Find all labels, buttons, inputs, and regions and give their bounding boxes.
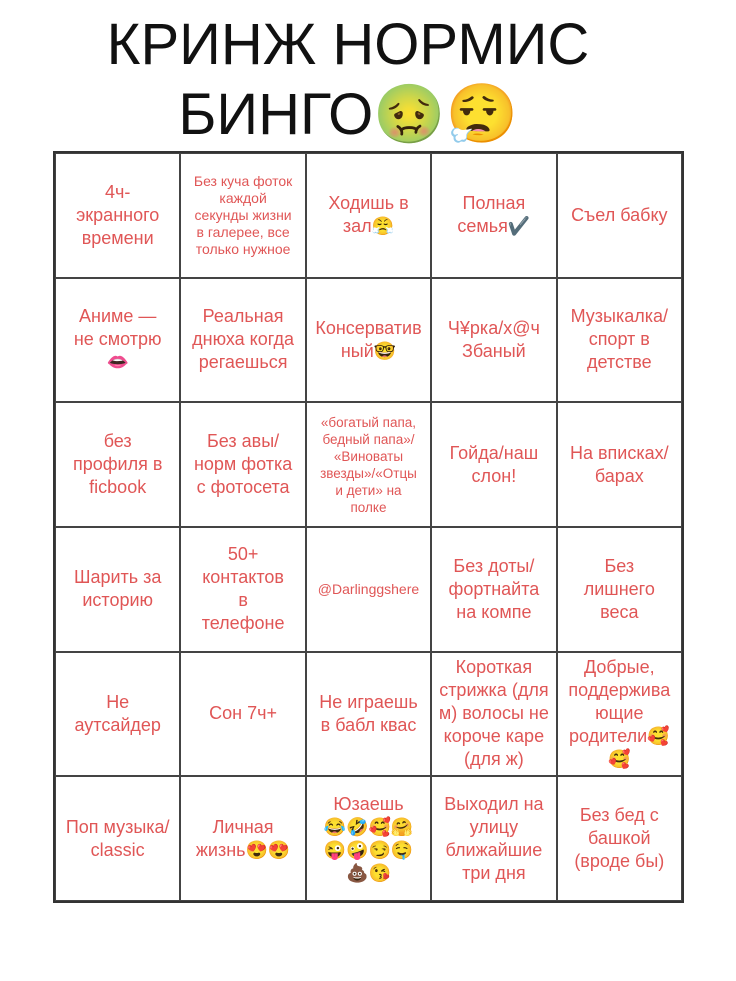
title-line-2: БИНГО🤢😮‍💨 [178,82,518,147]
bingo-cell[interactable]: Шарить за историю [55,527,180,652]
bingo-cell[interactable]: Аниме — не смотрю 👄 [55,278,180,403]
bingo-cell[interactable]: Выходил на улицу ближайшие три дня [431,776,556,901]
bingo-cell[interactable]: 4ч- экранного времени [55,153,180,278]
bingo-cell[interactable]: Поп музыка/ classic [55,776,180,901]
bingo-cell[interactable]: Ч¥рка/х@ч Збаный [431,278,556,403]
bingo-cell[interactable]: Съел бабку [557,153,682,278]
bingo-cell[interactable]: Добрые, поддержива ющие родители🥰 🥰 [557,652,682,777]
bingo-cell[interactable]: Ходишь в зал😤 [306,153,431,278]
bingo-cell[interactable]: Полная семья✔️ [431,153,556,278]
bingo-cell[interactable]: Без лишнего веса [557,527,682,652]
bingo-cell[interactable]: Без бед с башкой (вроде бы) [557,776,682,901]
bingo-cell[interactable]: Короткая стрижка (для м) волосы не короче каре (для ж) [431,652,556,777]
bingo-cell[interactable]: Личная жизнь😍😍 [180,776,305,901]
bingo-cell[interactable]: Консерватив ный🤓 [306,278,431,403]
bingo-grid [53,151,684,903]
bingo-cell[interactable]: «богатый папа, бедный папа»/ «Виноваты звезды»/«Отцы и дети» на полке [306,402,431,527]
bingo-cell[interactable]: Музыкалка/ спорт в детстве [557,278,682,403]
title-line-1: КРИНЖ НОРМИС [106,12,590,77]
bingo-cell[interactable]: Не аутсайдер [55,652,180,777]
bingo-cell[interactable]: @Darlinggshere [306,527,431,652]
bingo-cell[interactable]: Без авы/ норм фотка с фотосета [180,402,305,527]
bingo-cell[interactable]: 50+ контактов в телефоне [180,527,305,652]
bingo-cell[interactable]: Без доты/ фортнайта на компе [431,527,556,652]
bingo-cell[interactable]: Без куча фоток каждой секунды жизни в галерее, все только нужное [180,153,305,278]
bingo-cell[interactable]: Юзаешь 😂🤣🥰🤗 😜🤪😏🤤 💩😘 [306,776,431,901]
bingo-cell[interactable]: На вписках/ барах [557,402,682,527]
bingo-cell[interactable]: без профиля в ficbook [55,402,180,527]
bingo-cell[interactable]: Реальная днюха когда регаешься [180,278,305,403]
bingo-cell[interactable]: Гойда/наш слон! [431,402,556,527]
bingo-cell[interactable]: Не играешь в бабл квас [306,652,431,777]
bingo-cell[interactable]: Сон 7ч+ [180,652,305,777]
